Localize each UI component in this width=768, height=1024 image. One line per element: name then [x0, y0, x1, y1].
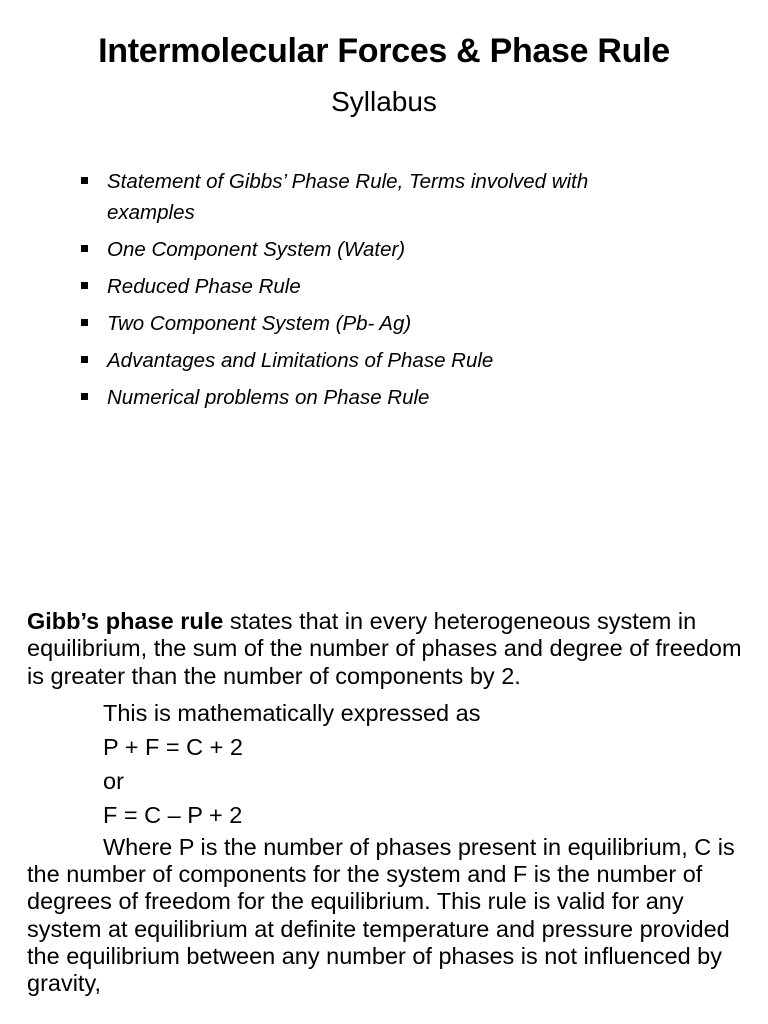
- list-item-text: Advantages and Limitations of Phase Rule: [107, 349, 494, 372]
- expression-intro: This is mathematically expressed as: [103, 699, 481, 726]
- definition-term: Gibb’s phase rule: [27, 608, 224, 634]
- phase-rule-section: [27, 608, 757, 998]
- list-item: [78, 345, 678, 376]
- list-item-text: Numerical problems on Phase Rule: [107, 386, 430, 409]
- list-item: [78, 308, 678, 339]
- page-title: Intermolecular Forces & Phase Rule: [98, 32, 670, 70]
- equation-2: F = C – P + 2: [103, 801, 243, 828]
- list-item-text: Two Component System (Pb- Ag): [107, 312, 412, 335]
- square-bullet-icon: [81, 319, 88, 326]
- square-bullet-icon: [81, 245, 88, 252]
- page-subtitle: Syllabus: [331, 86, 437, 117]
- square-bullet-icon: [81, 356, 88, 363]
- list-item-text: Reduced Phase Rule: [107, 275, 301, 298]
- list-item: [78, 271, 678, 302]
- list-item: [78, 166, 678, 228]
- syllabus-list: [78, 166, 678, 419]
- list-item: [78, 382, 678, 413]
- connector-text: or: [103, 767, 124, 794]
- square-bullet-icon: [81, 177, 88, 184]
- list-item-text: One Component System (Water): [107, 238, 406, 261]
- list-item-text: Statement of Gibbs’ Phase Rule, Terms involved with examples: [107, 170, 589, 224]
- definition-paragraph: [27, 608, 757, 690]
- list-item: [78, 234, 678, 265]
- equation-1: P + F = C + 2: [103, 733, 243, 760]
- square-bullet-icon: [81, 393, 88, 400]
- square-bullet-icon: [81, 282, 88, 289]
- definition-text: states that in every heterogeneous system in equilibrium, the sum of the number of phases and degree of freedom is greater than the number of components by 2.: [27, 608, 742, 689]
- explanation-paragraph: Where P is the number of phases present in equilibrium, C is the number of components for the system and F is the number of degrees of freedom for the equilibrium. This rule is valid for any system at equilibrium at definite temperature and pressure provided the equilibrium between any number of phases is not influenced by gravity,: [27, 833, 735, 997]
